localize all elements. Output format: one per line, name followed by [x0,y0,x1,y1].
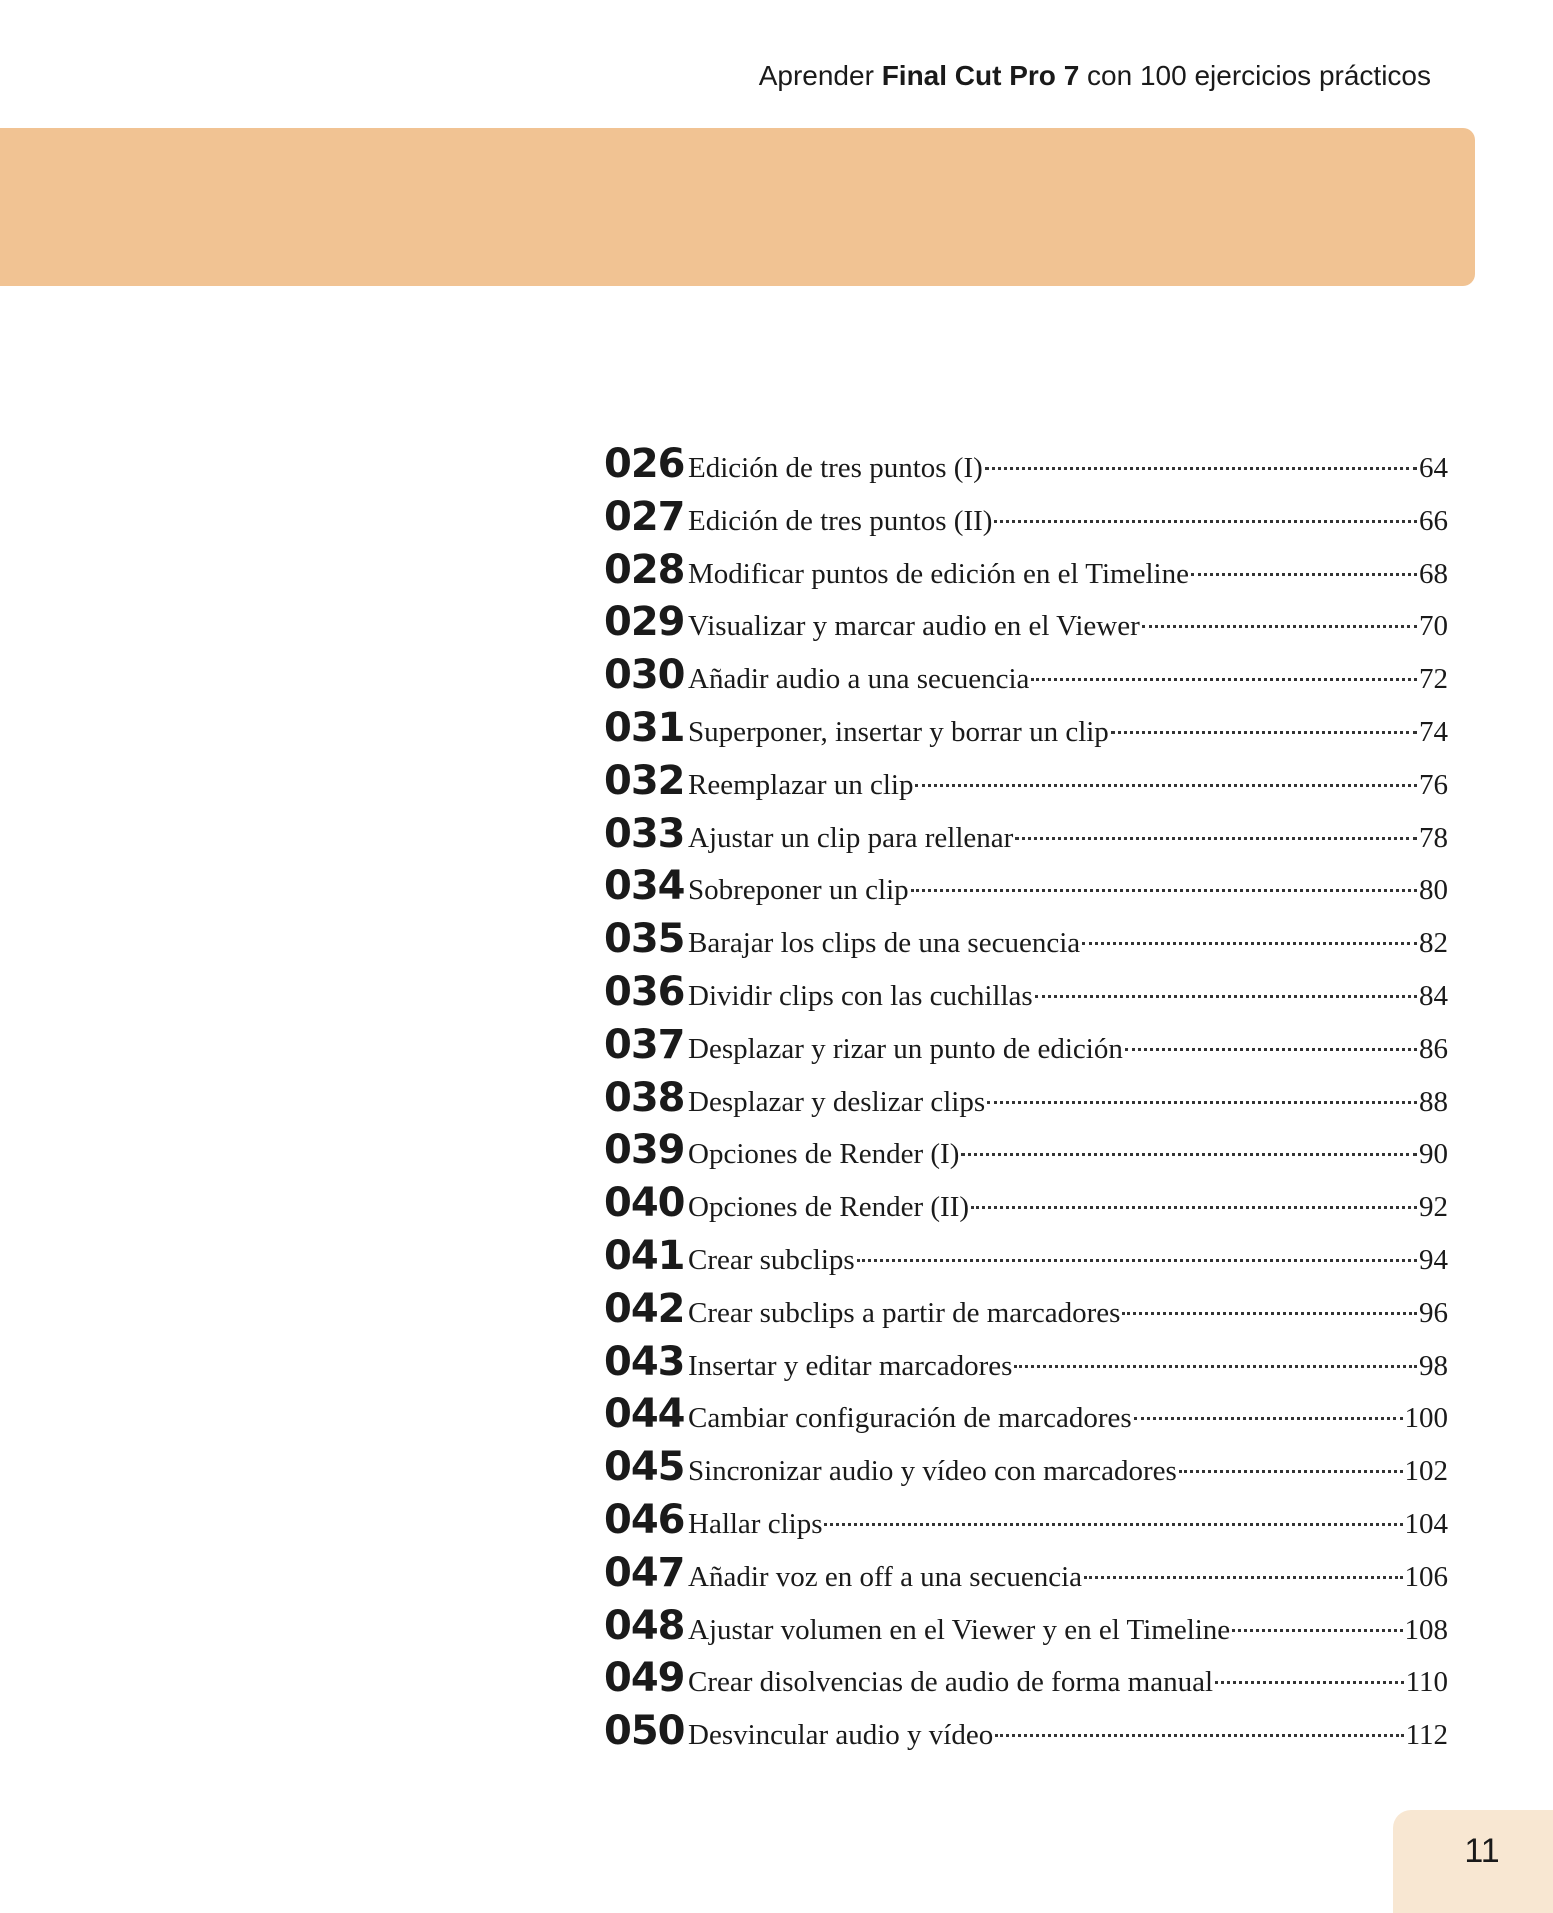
toc-entry[interactable] [604,860,1448,913]
dot-leader [1125,1048,1417,1051]
toc-entry-number: 037 [604,1021,685,1068]
toc-entry-page: 86 [1419,1032,1448,1065]
dot-leader [911,889,1417,892]
dot-leader [1014,1365,1417,1368]
toc-entry-number: 048 [604,1602,685,1649]
toc-entry-title: Crear subclips a partir de marcadores [688,1296,1121,1329]
toc-entry-number: 049 [604,1655,685,1702]
toc-entry-page: 64 [1419,452,1448,484]
toc-entry-page: 96 [1419,1296,1448,1329]
toc-entry-title: Cambiar configuración de marcadores [688,1402,1132,1435]
toc-entry-title: Sobreponer un clip [688,874,909,907]
toc-entry-number: 043 [604,1338,685,1385]
dot-leader [1215,1681,1404,1684]
toc-entry-number: 042 [604,1285,685,1332]
table-of-contents [604,438,1448,1758]
toc-entry-title: Opciones de Render (II) [688,1191,970,1224]
toc-entry[interactable] [604,438,1448,491]
dot-leader [1191,573,1417,576]
dot-leader [824,1523,1402,1526]
toc-entry[interactable] [604,1494,1448,1547]
dot-leader [1031,678,1417,681]
toc-entry-title: Sincronizar audio y vídeo con marcadores [688,1455,1177,1488]
toc-entry-page: 68 [1419,557,1448,590]
dot-leader [1122,1312,1417,1315]
toc-entry[interactable] [604,1283,1448,1336]
toc-entry-page: 72 [1419,663,1448,696]
toc-entry-title: Edición de tres puntos (I) [688,452,983,484]
toc-entry-page: 98 [1419,1349,1448,1382]
toc-entry-page: 102 [1404,1455,1448,1488]
toc-entry[interactable] [604,1547,1448,1600]
toc-entry-number: 046 [604,1496,685,1543]
toc-entry-page: 82 [1419,927,1448,960]
toc-entry[interactable] [604,1600,1448,1653]
toc-entry-number: 032 [604,757,685,804]
toc-entry-number: 038 [604,1074,685,1121]
toc-entry-page: 90 [1419,1138,1448,1171]
toc-entry-page: 78 [1419,821,1448,854]
toc-entry-title: Modificar puntos de edición en el Timeline [688,557,1189,590]
toc-entry[interactable] [604,755,1448,808]
running-header-prefix: Aprender [758,60,882,91]
toc-entry-number: 041 [604,1232,685,1279]
toc-entry-page: 76 [1419,768,1448,801]
toc-entry[interactable] [604,966,1448,1019]
dot-leader [1082,942,1417,945]
toc-entry[interactable] [604,913,1448,966]
toc-entry-title: Crear subclips [688,1243,855,1276]
toc-entry-number: 034 [604,863,685,910]
toc-entry[interactable] [604,491,1448,544]
toc-entry-number: 039 [604,1127,685,1174]
toc-entry-title: Añadir audio a una secuencia [688,663,1030,696]
toc-entry-page: 112 [1405,1719,1448,1752]
toc-entry-title: Visualizar y marcar audio en el Viewer [688,610,1140,643]
running-header [759,60,1431,92]
toc-entry-number: 050 [604,1708,685,1755]
dot-leader [1015,837,1417,840]
toc-entry-number: 027 [604,493,685,540]
toc-entry-page: 70 [1419,610,1448,643]
toc-entry[interactable] [604,808,1448,861]
toc-entry-title: Ajustar volumen en el Viewer y en el Timeline [688,1613,1231,1646]
toc-entry-number: 047 [604,1549,685,1596]
toc-entry[interactable] [604,544,1448,597]
toc-entry-title: Desplazar y deslizar clips [688,1085,986,1118]
toc-entry-page: 66 [1419,504,1448,537]
toc-entry[interactable] [604,1124,1448,1177]
toc-entry-page: 106 [1404,1560,1448,1593]
toc-entry[interactable] [604,702,1448,755]
toc-entry[interactable] [604,1072,1448,1125]
toc-entry-number: 040 [604,1180,685,1227]
toc-entry-number: 028 [604,546,685,593]
dot-leader [971,1206,1417,1209]
dot-leader [1134,1417,1403,1420]
toc-entry-number: 033 [604,810,685,857]
toc-entry[interactable] [604,1705,1448,1758]
toc-entry-title: Ajustar un clip para rellenar [688,821,1014,854]
toc-entry-title: Hallar clips [688,1507,823,1540]
dot-leader [915,784,1417,787]
toc-entry-title: Dividir clips con las cuchillas [688,979,1033,1012]
toc-entry[interactable] [604,1336,1448,1389]
toc-entry-title: Desplazar y rizar un punto de edición [688,1032,1123,1065]
toc-entry[interactable] [604,1441,1448,1494]
dot-leader [1142,625,1417,628]
toc-entry-number: 045 [604,1444,685,1491]
dot-leader [857,1259,1417,1262]
dot-leader [985,467,1417,470]
toc-entry-number: 030 [604,652,685,699]
decorative-band [0,128,1475,286]
page-number-tab [1393,1810,1553,1913]
dot-leader [1084,1576,1402,1579]
dot-leader [1035,995,1417,998]
toc-entry-page: 104 [1404,1507,1448,1540]
toc-entry-title: Añadir voz en off a una secuencia [688,1560,1083,1593]
toc-entry-page: 94 [1419,1243,1448,1276]
dot-leader [1179,1470,1403,1473]
toc-entry-page: 110 [1405,1666,1448,1699]
toc-entry-page: 100 [1404,1402,1448,1435]
running-header-book-title: Final Cut Pro 7 [881,60,1080,91]
toc-entry-number: 036 [604,968,685,1015]
toc-entry[interactable] [604,1019,1448,1072]
toc-entry-title: Insertar y editar marcadores [688,1349,1013,1382]
toc-entry[interactable] [604,1388,1448,1441]
toc-entry-title: Edición de tres puntos (II) [688,504,993,537]
toc-entry[interactable] [604,649,1448,702]
toc-entry-number: 035 [604,916,685,963]
toc-entry-title: Reemplazar un clip [688,768,914,801]
dot-leader [987,1101,1417,1104]
toc-entry-page: 108 [1404,1613,1448,1646]
toc-entry-page: 80 [1419,874,1448,907]
toc-entry-page: 88 [1419,1085,1448,1118]
dot-leader [1111,731,1417,734]
dot-leader [961,1153,1417,1156]
dot-leader [995,1734,1403,1737]
toc-entry-page: 74 [1419,715,1448,748]
toc-entry-number: 044 [604,1391,685,1438]
toc-entry-page: 84 [1419,979,1448,1012]
toc-entry-title: Superponer, insertar y borrar un clip [688,715,1109,748]
toc-entry-number: 029 [604,599,685,646]
toc-entry[interactable] [604,596,1448,649]
toc-entry[interactable] [604,1177,1448,1230]
toc-entry-title: Opciones de Render (I) [688,1138,960,1171]
dot-leader [1232,1629,1402,1632]
toc-entry-title: Barajar los clips de una secuencia [688,927,1081,960]
toc-entry-number: 031 [604,704,685,751]
toc-entry-number: 026 [604,441,685,487]
toc-entry-page: 92 [1419,1191,1448,1224]
toc-entry-title: Desvincular audio y vídeo [688,1719,994,1752]
toc-entry[interactable] [604,1652,1448,1705]
dot-leader [994,520,1417,523]
toc-entry[interactable] [604,1230,1448,1283]
toc-entry-title: Crear disolvencias de audio de forma manual [688,1666,1214,1699]
running-header-suffix: con 100 ejercicios prácticos [1079,60,1431,91]
page-number: 11 [1464,1832,1500,1870]
